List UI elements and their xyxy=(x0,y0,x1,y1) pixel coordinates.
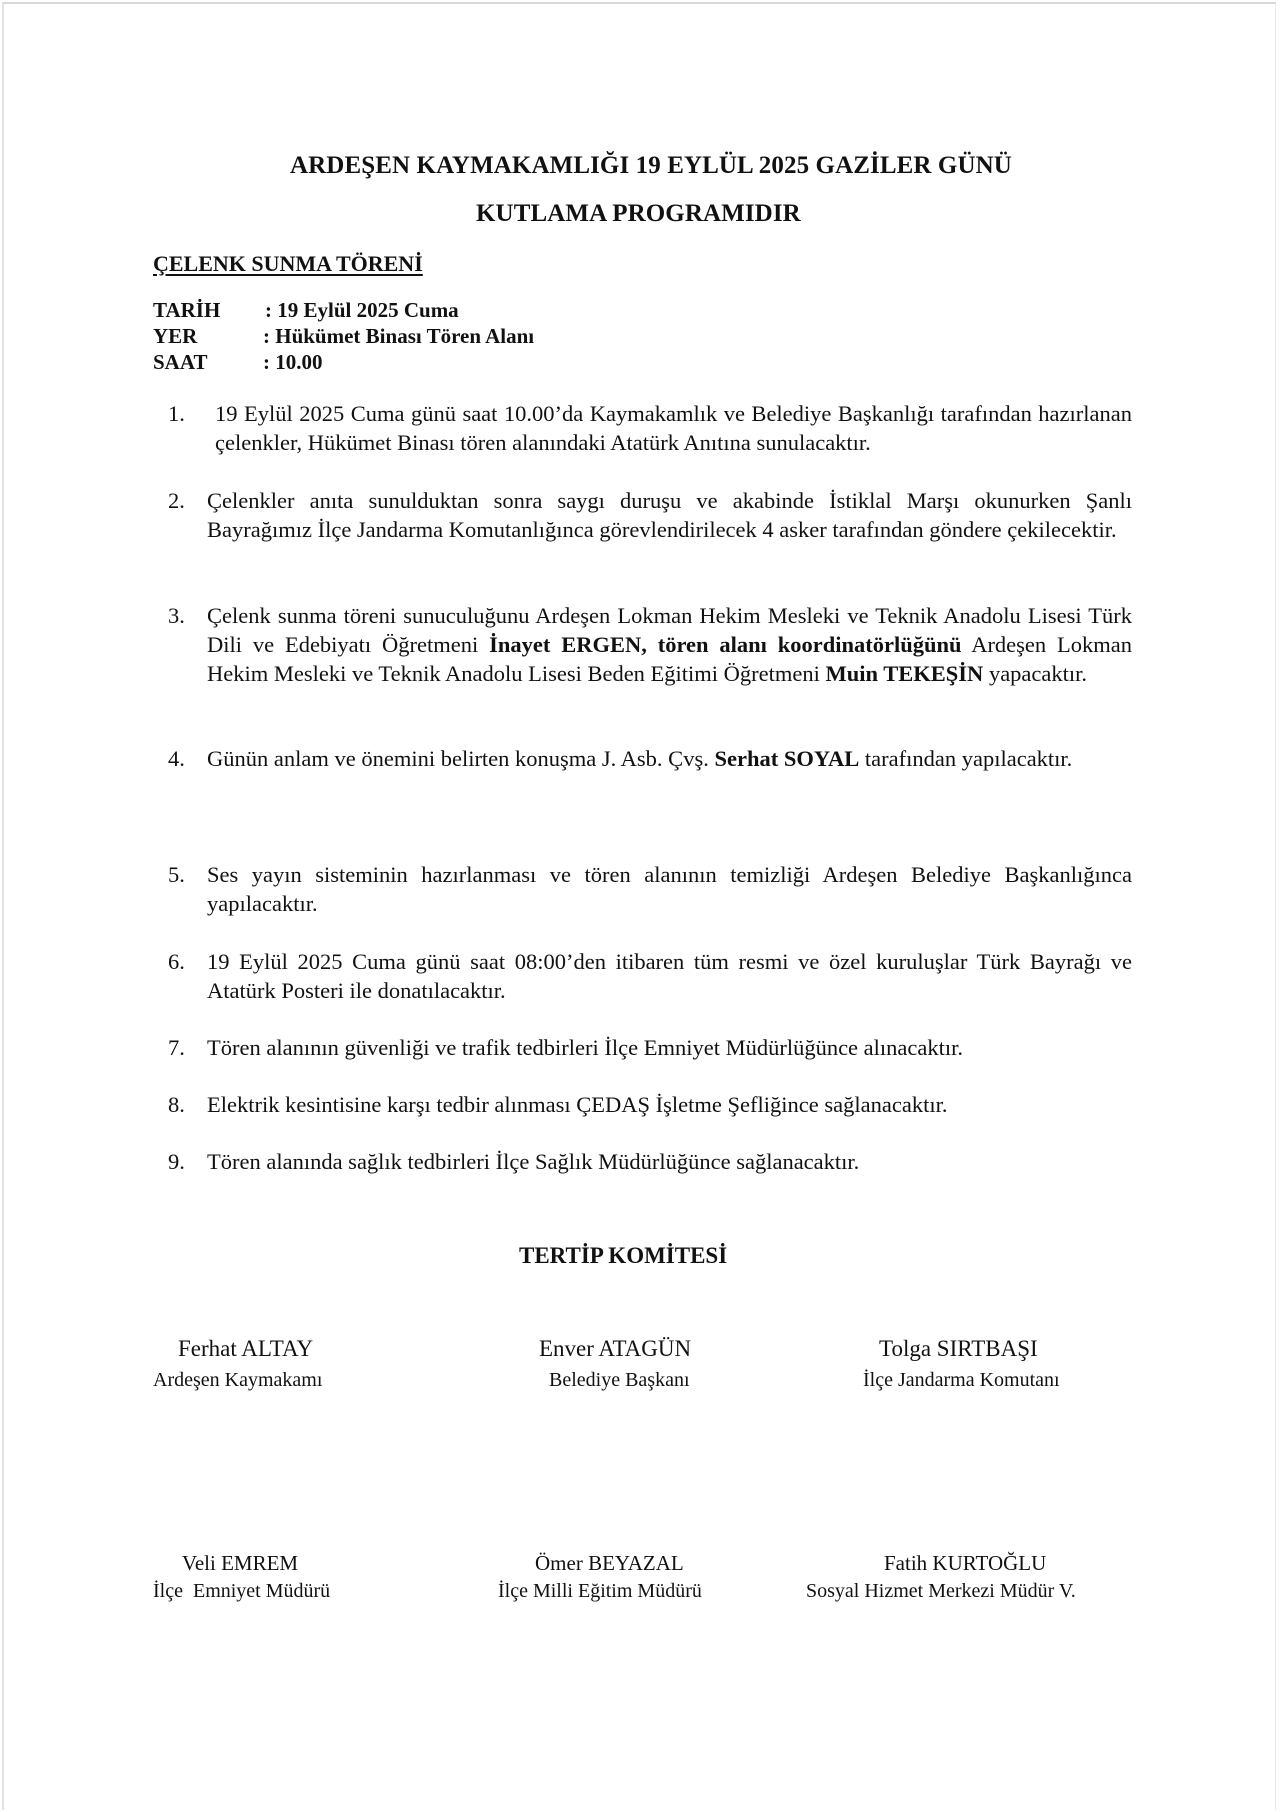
signatory-title: Ardeşen Kaymakamı xyxy=(153,1369,323,1391)
list-item-number: 8. xyxy=(168,1092,185,1117)
item-text-part: yapacaktır. xyxy=(983,661,1088,686)
list-item xyxy=(160,1147,1132,1176)
date-label: TARİH xyxy=(153,298,221,322)
list-item xyxy=(160,399,1132,457)
list-item xyxy=(160,601,1132,688)
list-item-number: 3. xyxy=(168,603,185,628)
list-item-text: Çelenkler anıta sunulduktan sonra saygı duruşu ve akabinde İstiklal Marşı okunurken Şanlı Bayrağımız İlçe Jandarma Komutanlığınca görevlendirilecek 4 asker tarafından göndere çekilecektir. xyxy=(207,488,1132,542)
section-title: ÇELENK SUNMA TÖRENİ xyxy=(153,251,423,276)
list-item-number: 6. xyxy=(168,949,185,974)
list-item-text xyxy=(207,744,1132,773)
list-item-text: Ses yayın sisteminin hazırlanması ve tören alanının temizliği Ardeşen Belediye Başkanlığınca yapılacaktır. xyxy=(207,862,1132,916)
list-item-text: 19 Eylül 2025 Cuma günü saat 10.00’da Kaymakamlık ve Belediye Başkanlığı tarafından hazırlanan çelenkler, Hükümet Binası tören alanındaki Atatürk Anıtına sunulacaktır. xyxy=(215,401,1132,455)
time-label: SAAT xyxy=(153,350,208,374)
list-item-text xyxy=(207,601,1132,688)
signatory-name: Tolga SIRTBAŞI xyxy=(879,1336,1038,1361)
item-text-part: tarafından yapılacaktır. xyxy=(859,746,1073,771)
list-item-number: 9. xyxy=(168,1149,185,1174)
signatory-name: Fatih KURTOĞLU xyxy=(884,1551,1047,1575)
item-text-part: Günün anlam ve önemini belirten konuşma J. Asb. Çvş. xyxy=(207,746,715,771)
coordinator-names: İnayet ERGEN, tören alanı koordinatörlüğünü xyxy=(489,632,962,657)
list-item-number: 7. xyxy=(168,1035,185,1060)
list-item xyxy=(160,1090,1132,1119)
signatory-title: Belediye Başkanı xyxy=(549,1369,690,1391)
signatory-name: Ferhat ALTAY xyxy=(178,1336,314,1361)
signatory-name: Enver ATAGÜN xyxy=(539,1336,692,1361)
signatory-title: Sosyal Hizmet Merkezi Müdür V. xyxy=(806,1580,1076,1602)
list-item-number: 1. xyxy=(168,401,185,426)
document-title-line1: ARDEŞEN KAYMAKAMLIĞI 19 EYLÜL 2025 GAZİLER GÜNÜ xyxy=(290,152,1012,179)
signatory-title: İlçe Emniyet Müdürü xyxy=(153,1580,331,1602)
time-value: : 10.00 xyxy=(263,350,323,374)
list-item-text: Tören alanında sağlık tedbirleri İlçe Sağlık Müdürlüğünce sağlanacaktır. xyxy=(207,1149,860,1174)
signatory-title: İlçe Jandarma Komutanı xyxy=(863,1369,1060,1391)
teacher-name: Muin TEKEŞİN xyxy=(825,661,984,686)
signatory-title: İlçe Milli Eğitim Müdürü xyxy=(498,1580,702,1602)
list-item xyxy=(160,1033,1132,1062)
speaker-name: Serhat SOYAL xyxy=(714,746,860,771)
place-label: YER xyxy=(153,324,198,348)
signatory-name: Veli EMREM xyxy=(182,1551,299,1575)
item-text-part: Çelenk sunma töreni sunuculuğunu Ardeşen Lokman Hekim Mesleki ve Teknik Anadolu Lisesi Türk Dili ve Edebiyatı Öğretmeni xyxy=(207,603,1132,657)
list-item xyxy=(160,744,1132,773)
list-item-number: 5. xyxy=(168,862,185,887)
list-item xyxy=(160,947,1132,1005)
document-title-line2: KUTLAMA PROGRAMIDIR xyxy=(476,200,801,227)
list-item-text: 19 Eylül 2025 Cuma günü saat 08:00’den itibaren tüm resmi ve özel kuruluşlar Türk Bayrağı ve Atatürk Posteri ile donatılacaktır. xyxy=(207,949,1132,1003)
signatory-name: Ömer BEYAZAL xyxy=(535,1551,684,1575)
item-text-part: Ardeşen Lokman Hekim Mesleki ve Teknik Anadolu Lisesi Beden Eğitimi Öğretmeni xyxy=(207,632,1132,686)
list-item xyxy=(160,860,1132,918)
list-item xyxy=(160,486,1132,544)
committee-title: TERTİP KOMİTESİ xyxy=(519,1243,728,1268)
place-value: : Hükümet Binası Tören Alanı xyxy=(263,324,535,348)
list-item-number: 2. xyxy=(168,488,185,513)
list-item-text: Tören alanının güvenliği ve trafik tedbirleri İlçe Emniyet Müdürlüğünce alınacaktır. xyxy=(207,1035,963,1060)
list-item-text: Elektrik kesintisine karşı tedbir alınması ÇEDAŞ İşletme Şefliğince sağlanacaktır. xyxy=(207,1092,948,1117)
date-value: : 19 Eylül 2025 Cuma xyxy=(265,298,459,322)
list-item-number: 4. xyxy=(168,746,185,771)
